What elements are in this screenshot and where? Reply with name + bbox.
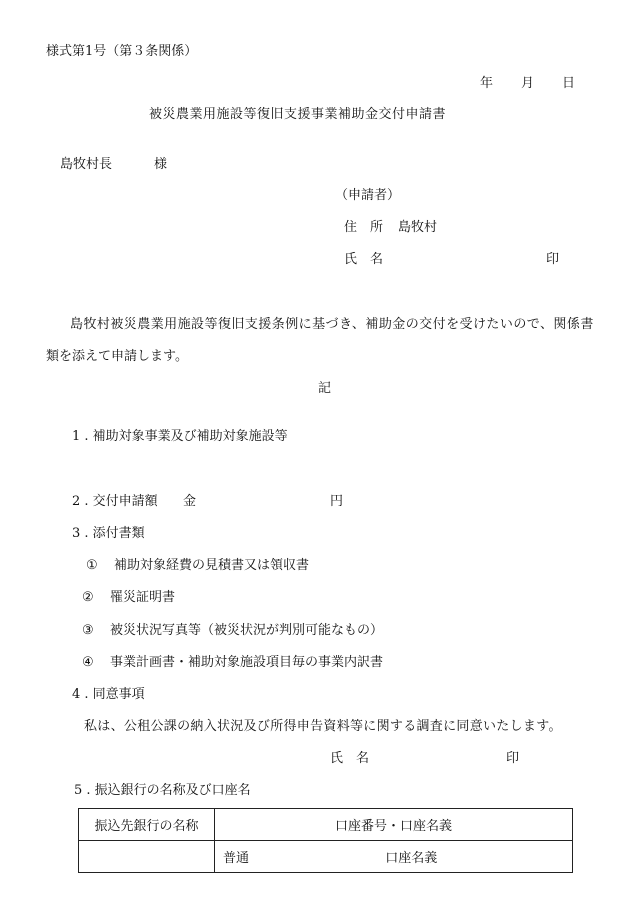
doc-1-number: ① xyxy=(86,558,98,573)
date-day-label: 日 xyxy=(562,76,576,91)
addressee-honorific: 様 xyxy=(154,157,168,172)
consent-seal-mark: 印 xyxy=(506,751,520,766)
account-header: 口座番号・口座名義 xyxy=(215,809,573,841)
applicant-name-label: 氏 名 xyxy=(344,252,384,267)
applicant-heading: （申請者） xyxy=(335,188,401,203)
account-type-label: 普通 xyxy=(223,851,250,866)
ki-heading: 記 xyxy=(318,381,332,396)
date-month-label: 月 xyxy=(521,76,535,91)
account-holder-label: 口座名義 xyxy=(385,851,438,866)
table-header-row xyxy=(79,809,573,841)
applicant-address-value: 島牧村 xyxy=(398,220,438,235)
item-4-label: 4 . 同意事項 xyxy=(72,687,145,702)
body-text-line-2: 類を添えて申請します。 xyxy=(46,349,188,364)
bank-name-cell[interactable] xyxy=(79,841,215,873)
consent-name-label: 氏 名 xyxy=(330,751,370,766)
form-number: 様式第1号（第３条関係） xyxy=(46,44,198,59)
bank-account-table xyxy=(78,808,573,873)
doc-4-number: ④ xyxy=(82,655,94,670)
document-title: 被災農業用施設等復旧支援事業補助金交付申請書 xyxy=(149,107,447,122)
item-3-label: 3 . 添付書類 xyxy=(72,526,145,541)
bank-name-header: 振込先銀行の名称 xyxy=(79,809,215,841)
item-5-label: 5 . 振込銀行の名称及び口座名 xyxy=(74,783,251,798)
consent-text: 私は、公租公課の納入状況及び所得申告資料等に関する調査に同意いたします。 xyxy=(84,719,562,734)
doc-2-number: ② xyxy=(82,590,94,605)
doc-3-text: 被災状況写真等（被災状況が判別可能なもの） xyxy=(110,623,384,638)
item-2-yen: 円 xyxy=(330,494,344,509)
item-1-label: 1 . 補助対象事業及び補助対象施設等 xyxy=(72,429,288,444)
doc-2-text: 罹災証明書 xyxy=(110,590,176,605)
applicant-seal-mark: 印 xyxy=(546,252,560,267)
doc-4-text: 事業計画書・補助対象施設項目毎の事業内訳書 xyxy=(110,655,384,670)
doc-3-number: ③ xyxy=(82,623,94,638)
body-text-line-1: 島牧村被災農業用施設等復旧支援条例に基づき、補助金の交付を受けたいので、関係書 xyxy=(70,317,594,332)
applicant-address-label: 住 所 xyxy=(344,220,384,235)
table-row xyxy=(79,841,573,873)
date-year-label: 年 xyxy=(480,76,494,91)
item-2-kin: 金 xyxy=(183,494,197,509)
addressee-name: 島牧村長 xyxy=(60,157,113,172)
account-cell[interactable] xyxy=(215,841,573,873)
doc-1-text: 補助対象経費の見積書又は領収書 xyxy=(114,558,310,573)
item-2-label: 2 . 交付申請額 xyxy=(72,494,158,509)
